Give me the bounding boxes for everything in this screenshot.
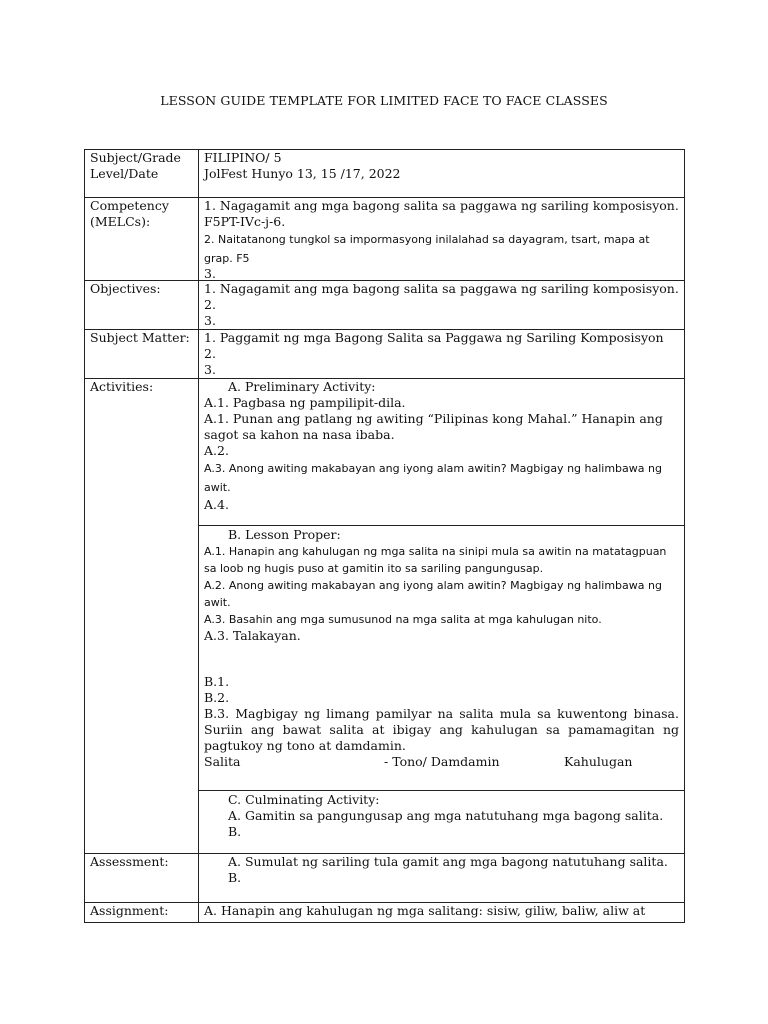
section-heading: C. Culminating Activity: — [228, 792, 380, 807]
content-culminating-activity — [199, 791, 685, 854]
activity-item: A.4. — [204, 497, 229, 512]
activity-item: A.3. Anong awiting makabayan ang iyong alam awitin? Magbigay ng halimbawa ng awit. — [204, 462, 662, 494]
assessment-item: A. Sumulat ng sariling tula gamit ang mga bagong natutuhang salita. — [228, 854, 668, 869]
objective-item: 1. Nagagamit ang mga bagong salita sa paggawa ng sariling komposisyon. — [204, 281, 679, 296]
content-subject-grade — [199, 150, 685, 198]
lesson-item: A.2. Anong awiting makabayan ang iyong alam awitin? Magbigay ng halimbawa ng awit. — [204, 579, 662, 609]
lesson-guide-table — [84, 149, 685, 923]
label-subject-matter: Subject Matter: — [85, 330, 199, 379]
label-subject-grade — [85, 150, 199, 198]
subject-matter-item: 3. — [204, 362, 216, 377]
assignment-item: A. Hanapin ang kahulugan ng mga salitang: sisiw, giliw, baliw, aliw at — [204, 903, 646, 918]
label-objectives: Objectives: — [85, 281, 199, 330]
culminating-item: B. — [228, 824, 242, 839]
lesson-item: B.1. — [204, 674, 230, 689]
label-assessment: Assessment: — [85, 854, 199, 903]
content-subject-matter — [199, 330, 685, 379]
content-preliminary-activity — [199, 379, 685, 526]
column-salita: Salita — [204, 754, 241, 769]
label-line: Level/Date — [90, 166, 159, 181]
content-lesson-proper — [199, 526, 685, 791]
activity-item: A.1. Pagbasa ng pampilipit-dila. — [204, 395, 406, 410]
competency-item: 1. Nagagamit ang mga bagong salita sa paggawa ng sariling komposisyon. — [204, 198, 679, 213]
label-line: Competency — [90, 198, 169, 213]
objective-item: 2. — [204, 297, 216, 312]
section-heading: B. Lesson Proper: — [228, 527, 341, 542]
subject-matter-item: 2. — [204, 346, 216, 361]
lesson-item: B.3. Magbigay ng limang pamilyar na salita mula sa kuwentong binasa. Suriin ang bawat salita at ibigay ang kahulugan sa pamamagitan ng pagtukoy ng tono at damdamin. — [204, 706, 679, 753]
lesson-item: B.2. — [204, 690, 230, 705]
document-title: LESSON GUIDE TEMPLATE FOR LIMITED FACE TO FACE CLASSES — [160, 93, 608, 108]
culminating-item: A. Gamitin sa pangungusap ang mga natutuhang mga bagong salita. — [228, 808, 664, 823]
row-assessment — [85, 854, 685, 903]
activity-item: A.1. Punan ang patlang ng awiting “Pilipinas kong Mahal.” Hanapin ang sagot sa kahon na nasa ibaba. — [204, 411, 663, 442]
lesson-item: A.3. Talakayan. — [204, 628, 301, 643]
competency-item: 3. — [204, 266, 216, 281]
row-objectives — [85, 281, 685, 330]
date-value: JolFest Hunyo 13, 15 /17, 2022 — [204, 166, 401, 181]
subject-matter-item: 1. Paggamit ng mga Bagong Salita sa Paggawa ng Sariling Komposisyon — [204, 330, 664, 345]
row-activities-preliminary — [85, 379, 685, 526]
spacer — [204, 644, 679, 674]
competency-item: 2. Naitatanong tungkol sa impormasyong inilalahad sa dayagram, tsart, mapa at grap. F5 — [204, 233, 650, 265]
label-competency — [85, 198, 199, 281]
lesson-item: A.3. Basahin ang mga sumusunod na mga salita at mga kahulugan nito. — [204, 613, 602, 626]
competency-code: F5PT-IVc-j-6. — [204, 214, 286, 229]
content-assignment — [199, 903, 685, 923]
row-assignment — [85, 903, 685, 923]
subject-value: FILIPINO/ 5 — [204, 150, 282, 165]
label-line: (MELCs): — [90, 214, 151, 229]
row-subject-grade — [85, 150, 685, 198]
activity-item: A.2. — [204, 443, 229, 458]
column-tono-damdamin: - Tono/ Damdamin — [384, 754, 500, 769]
content-assessment — [199, 854, 685, 903]
objective-item: 3. — [204, 313, 216, 328]
salita-columns — [204, 754, 679, 770]
section-heading: A. Preliminary Activity: — [228, 379, 376, 394]
column-kahulugan: Kahulugan — [564, 754, 633, 769]
lesson-item: A.1. Hanapin ang kahulugan ng mga salita na sinipi mula sa awitin na matatagpuan sa loob ng hugis puso at gamitin ito sa sariling pangungusap. — [204, 545, 667, 575]
assessment-item: B. — [228, 870, 242, 885]
label-activities: Activities: — [85, 379, 199, 854]
content-objectives — [199, 281, 685, 330]
row-competency — [85, 198, 685, 281]
label-line: Subject/Grade — [90, 150, 181, 165]
label-assignment: Assignment: — [85, 903, 199, 923]
content-competency — [199, 198, 685, 281]
row-subject-matter — [85, 330, 685, 379]
